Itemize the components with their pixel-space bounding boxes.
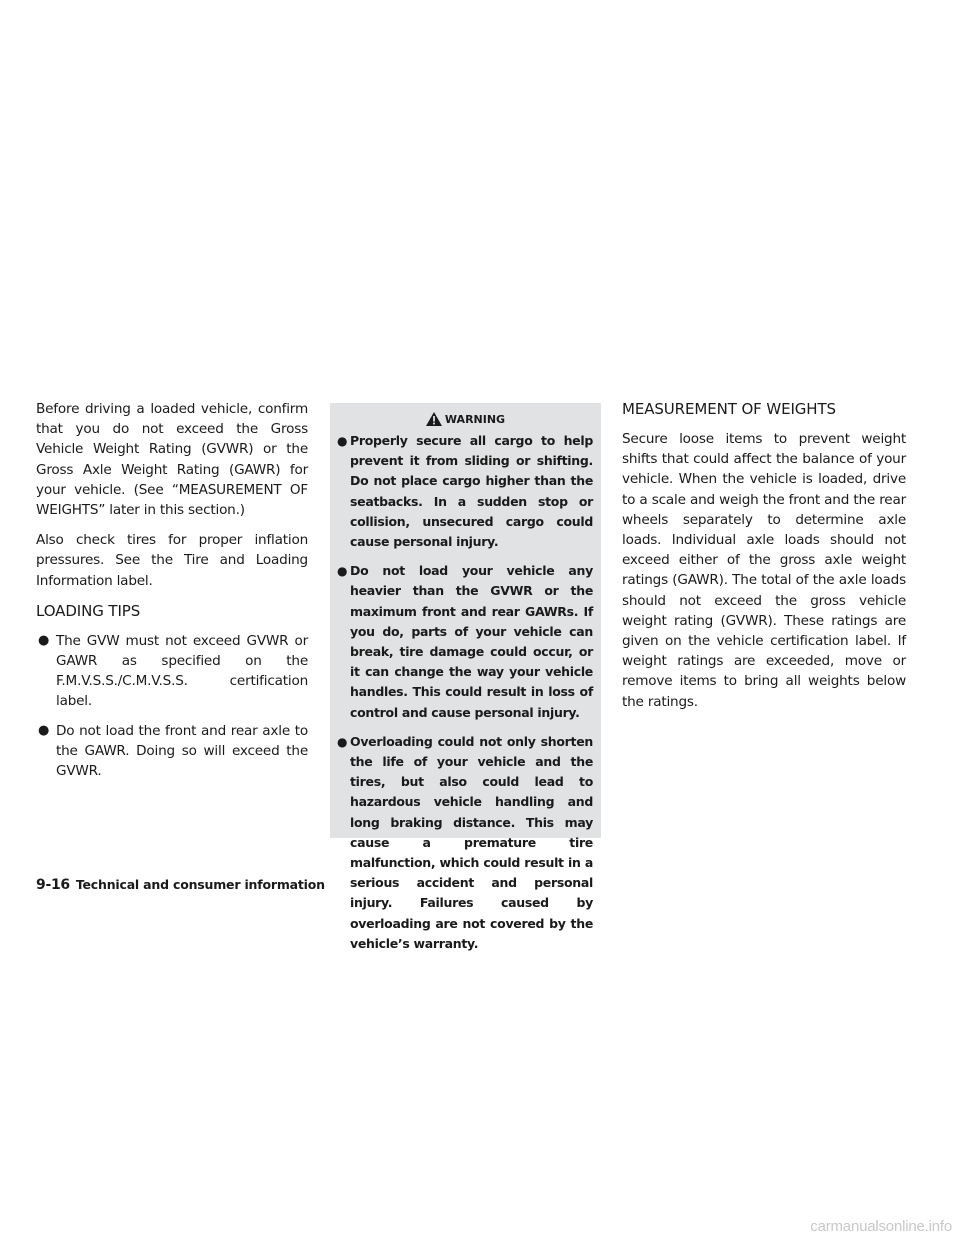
page-number: 9-16 <box>36 877 70 893</box>
measurement-paragraph: Secure loose items to prevent weight shifts that could affect the balance of your vehicle. When the vehicle is loaded, drive to a scale and weigh the front and the rear wheels separately to determine axle loads. Individual axle loads should not exceed either of the gross axle weight ratings (GAWR). The total of the axle loads should not exceed the gross vehicle weight rating (GVWR). These ratings are given on the vehicle certification label. If weight ratings are exceeded, move or remove items to bring all weights below the ratings. <box>622 431 906 710</box>
left-column <box>36 399 308 790</box>
list-item-text: Do not load your vehicle any heavier than the GVWR or the maximum front and rear GAWRs. If you do, parts of your vehicle can break, tire damage could occur, or it can change the way your vehicle handles. This could result in loss of control and cause personal injury. <box>350 563 593 720</box>
list-item-text: Overloading could not only shorten the life of your vehicle and the tires, but also could lead to hazardous vehicle handling and long braking distance. This may cause a premature tire malfunction, which could result in a serious accident and personal injury. Failures caused by overloading are not covered by the vehicle’s warranty. <box>350 733 593 951</box>
loading-tips-list <box>36 631 308 781</box>
right-column <box>622 399 906 722</box>
page-footer <box>36 877 325 893</box>
list-item <box>338 431 593 552</box>
intro-paragraph: Before driving a loaded vehicle, confirm that you do not exceed the Gross Vehicle Weight Rating (GVWR) or the Gross Axle Weight Rating (GAWR) for your vehicle. (See “MEASUREMENT OF WEIGHTS” later in this section.) <box>36 401 308 519</box>
warning-triangle-icon <box>426 412 442 426</box>
warning-list <box>338 431 593 954</box>
list-item-text: Properly secure all cargo to help prevent it from sliding or shifting. Do not place cargo higher than the seatbacks. In a sudden stop or collision, unsecured cargo could cause personal injury. <box>350 433 593 550</box>
bullet-icon: ● <box>337 564 348 579</box>
section-name: Technical and consumer information <box>75 877 325 892</box>
tire-check-paragraph: Also check tires for proper inflation pressures. See the Tire and Loading Information label. <box>36 532 308 589</box>
warning-title <box>338 409 593 429</box>
loading-tips-heading: LOADING TIPS <box>36 601 141 620</box>
warning-box <box>330 403 601 951</box>
bullet-icon: ● <box>337 734 348 749</box>
list-item-text: The GVW must not exceed GVWR or GAWR as specified on the F.M.V.S.S./C.M.V.S.S. certification label. <box>56 632 308 710</box>
middle-column <box>330 403 601 951</box>
bullet-icon: ● <box>337 434 348 448</box>
list-item-text: Do not load the front and rear axle to the GAWR. Doing so will exceed the GVWR. <box>56 722 308 780</box>
list-item <box>338 732 593 954</box>
warning-label: WARNING <box>444 412 506 426</box>
measurement-heading: MEASUREMENT OF WEIGHTS <box>622 400 836 418</box>
list-item <box>36 721 308 782</box>
list-item <box>36 631 308 712</box>
bullet-icon: ● <box>38 722 50 738</box>
list-item <box>338 561 593 723</box>
bullet-icon: ● <box>38 632 50 648</box>
watermark: carmanualsonline.info <box>810 1218 952 1235</box>
